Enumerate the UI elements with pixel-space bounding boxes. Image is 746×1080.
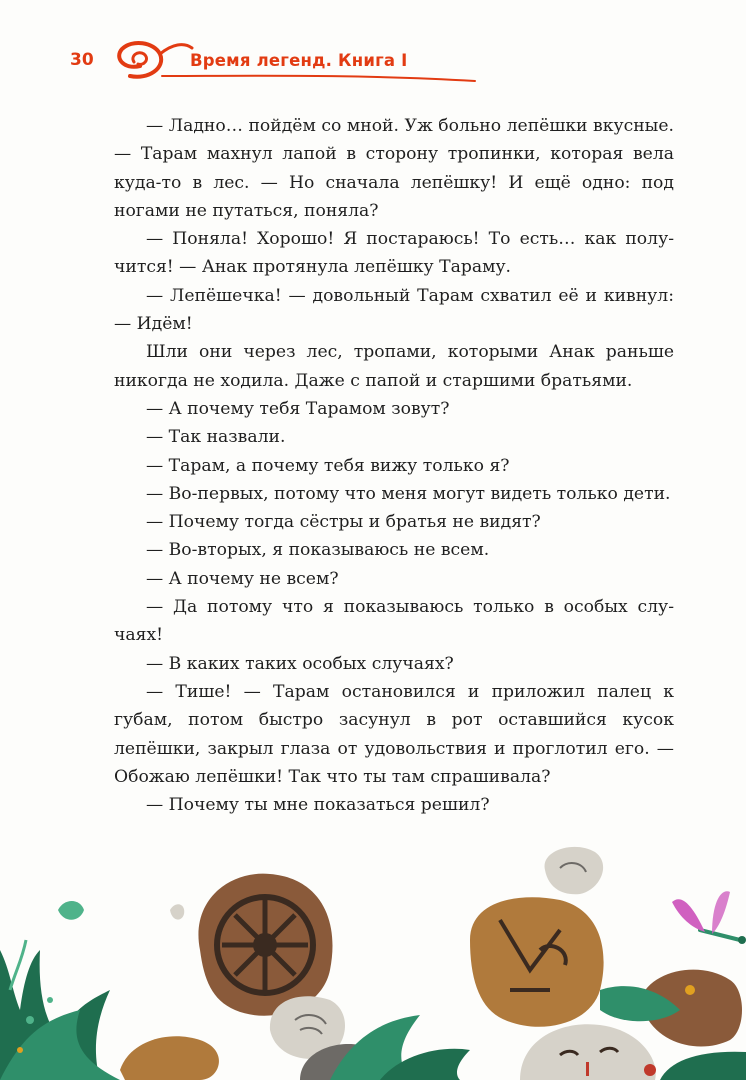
leaf-icon xyxy=(58,901,84,920)
paragraph: — Ладно… пойдём со мной. Уж больно лепёшки вкусные. — Тарам махнул лапой в сторону тропинки, которая вела куда-то в лес. — Но сначала лепёшку! И ещё одно: под ногами не путаться, поняла? xyxy=(114,116,674,221)
paragraph: — Во-вторых, я показываюсь не всем. xyxy=(146,540,490,561)
small-stone xyxy=(120,1036,219,1080)
paragraph: — Почему ты мне показаться решил? xyxy=(146,795,490,816)
paragraph: Шли они через лес, тропами, которыми Анак раньше никогда не ходила. Даже с папой и старшими братьями. xyxy=(114,342,674,391)
dragonfly-icon xyxy=(672,891,746,944)
paragraph: — А почему не всем? xyxy=(146,568,339,589)
paragraph: — Да потому что я показываюсь только в особых случаях! xyxy=(114,597,674,646)
page-header xyxy=(0,0,746,100)
paragraph: — Так назвали. xyxy=(146,427,286,448)
book-title: Время легенд. Книга I xyxy=(190,51,408,70)
fern-foliage xyxy=(0,940,120,1080)
paragraph: — Почему тогда сёстры и братья не видят? xyxy=(146,512,541,533)
paragraph: — Во-первых, потому что меня могут видеть только дети. xyxy=(146,483,671,504)
body-text xyxy=(114,112,674,819)
paragraph: — Поняла! Хорошо! Я постараюсь! То есть… как получится! — Анак протянула лепёшку Тараму. xyxy=(114,229,674,278)
carved-rune-stone xyxy=(470,847,604,1027)
paragraph: — А почему тебя Тарамом зовут? xyxy=(146,398,450,419)
paragraph: — В каких таких особых случаях? xyxy=(146,653,454,674)
forest-stones-illustration xyxy=(0,840,746,1080)
paragraph: — Лепёшечка! — довольный Тарам схватил её и кивнул: — Идём! xyxy=(114,285,674,335)
paragraph: — Тарам, а почему тебя вижу только я? xyxy=(146,455,510,476)
paragraph: — Тише! — Тарам остановился и приложил палец к губам, потом быстро засунул в рот оставшийся кусок лепёшки, закрыл глаза от удовольствия и проглотил его. — Обожаю лепёшки! Так что ты там спрашивала? xyxy=(114,681,674,787)
stone-creature xyxy=(520,1024,656,1080)
carved-wheel-stone xyxy=(198,874,332,1016)
page-number: 30 xyxy=(70,50,94,70)
